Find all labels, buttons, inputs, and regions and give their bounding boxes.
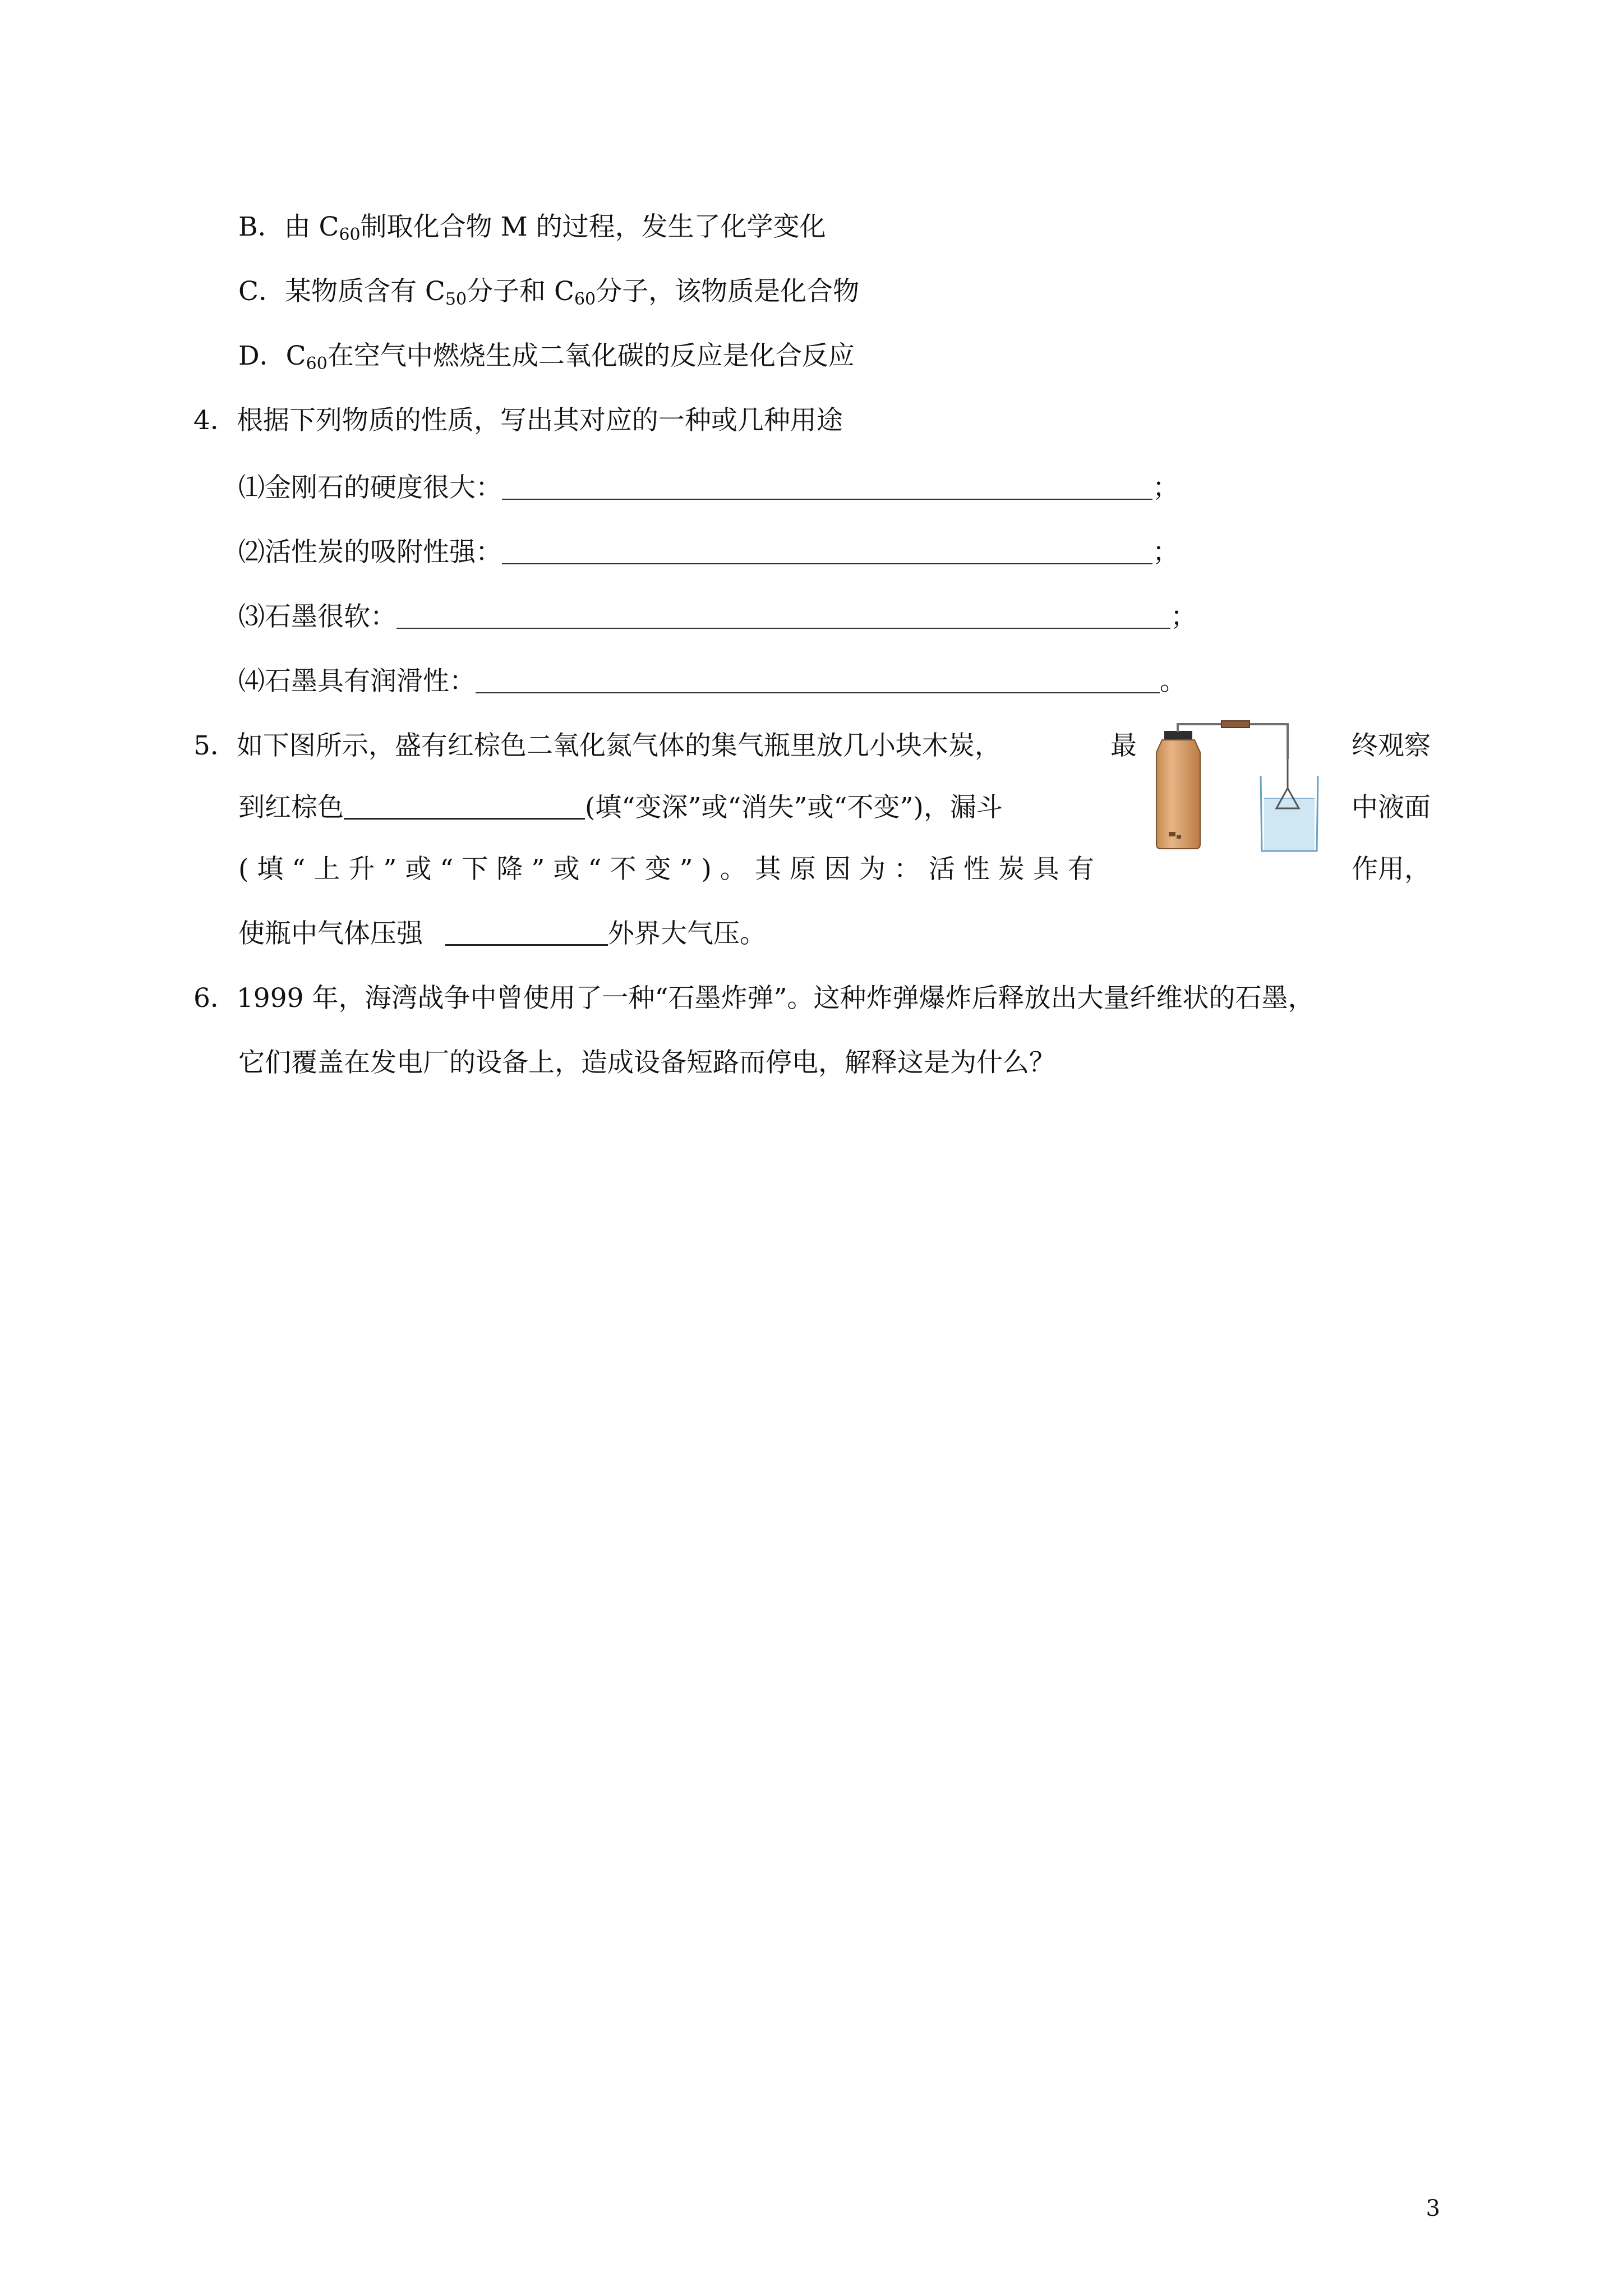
answer-blank[interactable] — [502, 541, 1152, 564]
q4-item-2: ⑵活性炭的吸附性强： ； — [238, 537, 1179, 568]
gas-bottle — [1156, 731, 1200, 849]
option-b: B．由 $C_{60}$制取化合物 M 的过程，发生了化学变化 — [238, 211, 826, 245]
q5-line-2: 到红棕色 (填“变深”或“消失”或“不变”)，漏斗 — [238, 792, 1003, 823]
q5-line-4: 使瓶中气体压强 外界大气压。 — [238, 918, 766, 949]
q6-line-1: 6．1999 年，海湾战争中曾使用了一种“石墨炸弹”。这种炸弹爆炸后释放出大量纤维状的石墨， — [193, 983, 1315, 1014]
gas-bottle-funnel-apparatus — [1154, 720, 1322, 854]
q5-line-3-right: 作用， — [1352, 854, 1431, 885]
q5-line-1: 5．如下图所示，盛有红棕色二氧化氮气体的集气瓶里放几小块木炭， — [193, 730, 1001, 761]
answer-blank[interactable] — [502, 476, 1152, 500]
option-d: D．$C_{60}$在空气中燃烧生成二氧化碳的反应是化合反应 — [238, 341, 855, 374]
answer-blank[interactable] — [344, 795, 585, 820]
answer-blank[interactable] — [476, 670, 1160, 693]
q4-item-1: ⑴金刚石的硬度很大： ； — [238, 472, 1179, 503]
option-c: C．某物质含有 $C_{50}$分子和 $C_{60}$分子，该物质是化合物 — [238, 276, 860, 309]
q5-line-1-mid: 最 — [1110, 730, 1137, 761]
q4-item-4: ⑷石墨具有润滑性： 。 — [238, 666, 1186, 697]
q5-line-3: (填“上升”或“下降”或“不变”)。其原因为：活性炭具有 — [238, 854, 1103, 885]
answer-blank[interactable] — [445, 922, 608, 946]
q4-item-3: ⑶石墨很软： ； — [238, 601, 1197, 632]
q5-line-2-right: 中液面 — [1352, 792, 1431, 823]
q6-line-2: 它们覆盖在发电厂的设备上，造成设备短路而停电，解释这是为什么？ — [238, 1047, 1055, 1078]
answer-blank[interactable] — [396, 605, 1170, 629]
q5-line-1-right: 终观察 — [1352, 730, 1431, 761]
question-4-stem: 4．根据下列物质的性质，写出其对应的一种或几种用途 — [193, 405, 843, 436]
beaker — [1261, 776, 1318, 851]
page-number: 3 — [1426, 2196, 1440, 2221]
